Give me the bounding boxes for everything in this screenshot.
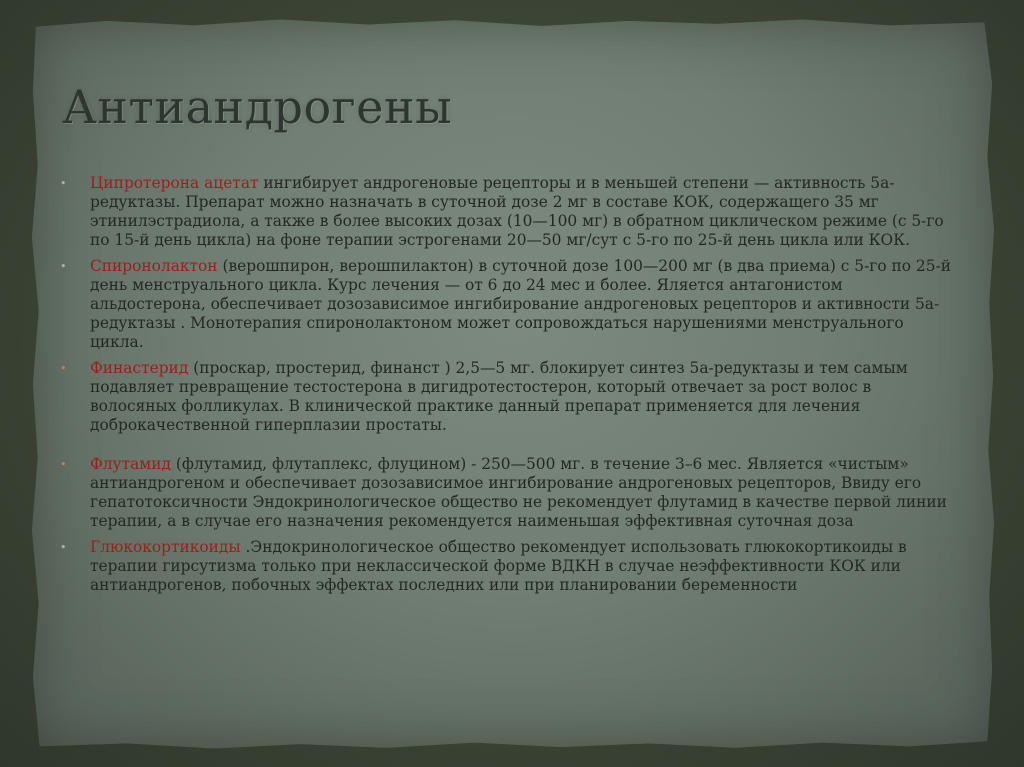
bullet-icon: • [60,541,67,554]
list-item-flutamide [60,455,960,531]
bullet-icon: • [60,458,67,471]
list-item-cyproterone [60,174,960,250]
list-item-glucocorticoids [60,538,960,595]
drug-term: Глюкокортикоиды [90,538,241,556]
list-item-finasteride [60,359,960,435]
drug-description: (флутамид, флутаплекс, флуцином) - 250—500 мг. в течение 3–6 мес. Является «чистым» антиандрогеном и обеспечивает дозозависимое ингибирование андрогеновых рецепторов, Ввиду его гепатотоксичности Эндокринологическое общество не рекомендует флутамид в качестве первой линии терапии, а в случае его назначения рекомендуется наименьшая эффективная суточная доза [90,455,947,530]
drug-term: Финастерид [90,359,189,377]
drug-term: Ципротерона ацетат [90,174,259,192]
bullet-icon: • [60,362,67,375]
drug-term: Спиронолактон [90,257,218,275]
drug-description: .Эндокринологическое общество рекомендует использовать глюкокортикоиды в терапии гирсутизма только при неклассической форме ВДКН в случае неэффективности КОК или антиандрогенов, побочных эффектах последних или при планировании беременности [90,538,907,594]
drug-description: (проскар, простерид, финанст ) 2,5—5 мг. блокирует синтез 5а-редуктазы и тем самым подавляет превращение тестостерона в дигидротестостерон, который отвечает за рост волос в волосяных фолликулах. В клинической практике данный препарат применяется для лечения доброкачественной гиперплазии простаты. [90,359,908,434]
bullet-icon: • [60,177,67,190]
drug-description: (верошпирон, верошпилактон) в суточной дозе 100—200 мг (в два приема) с 5-го по 25-й день менструального цикла. Курс лечения — от 6 до 24 мес и более. Яляется антагонистом альдостерона, обеспечивает дозозависимое ингибирование андрогеновых рецепторов и активности 5а-редуктазы . Монотерапия спиронолактоном может сопровождаться нарушениями менструального цикла. [90,257,951,351]
bullet-list [60,174,960,602]
slide-title: Антиандрогены [62,80,453,134]
list-item-spironolactone [60,257,960,352]
bullet-icon: • [60,260,67,273]
drug-description: ингибирует андрогеновые рецепторы и в меньшей степени — активность 5а-редуктазы. Препарат можно назначать в суточной дозе 2 мг в составе КОК, содержащего 35 мг этинилэстрадиола, а также в более высоких дозах (10—100 мг) в обратном циклическом режиме (с 5-го по 15-й день цикла) на фоне терапии эстрогенами 20—50 мг/сут с 5-го по 25-й день цикла или КОК. [90,174,944,249]
drug-term: Флутамид [90,455,172,473]
